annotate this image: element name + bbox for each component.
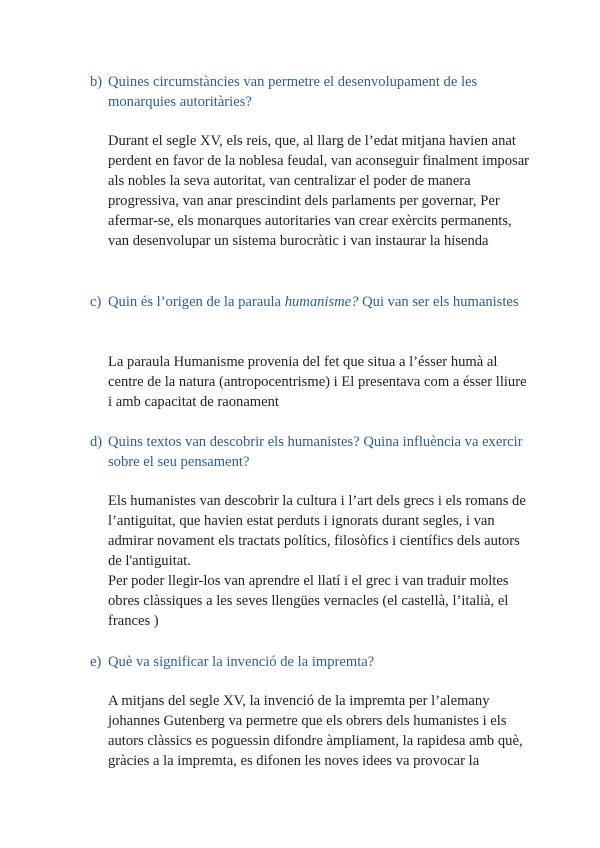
answer-paragraph: A mitjans del segle XV, la invenció de la impremta per l’alemany johannes Gutenberg va permetre que els obrers dels humanistes i els autors clàssics es poguessin difondre àmpliament, la rapidesa amb què, gràcies a la impremta, es difonen les noves idees va provocar la [108, 693, 523, 769]
answer-c [108, 352, 533, 412]
question-italic-term: humanisme? [284, 294, 359, 310]
question-text-end: Qui van ser els humanistes [358, 294, 519, 310]
answer-paragraph: Per poder llegir-los van aprendre el llatí i el grec i van traduir moltes obres clàssiques a les seves llengües vernacles (el castellà, l’italià, el frances ) [108, 573, 509, 629]
answer-paragraph: Durant el segle XV, els reis, que, al llarg de l’edat mitjana havien anat perdent en favor de la noblesa feudal, van aconseguir finalment imposar als nobles la seva autoritat, van centralizar el poder de manera progressiva, van anar prescindint dels parlaments per governar, Per afermar-se, els monarques autoritaries van crear exèrcits permanents, van desenvolupar un sistema burocràtic i van instaurar la hisenda [108, 133, 530, 249]
question-letter: e) [90, 654, 102, 670]
question-text: Quines circumstàncies van permetre el desenvolupament de les monarquies autoritàries? [108, 74, 478, 110]
question-text: Quins textos van descobrir els humanistes? Quina influència va exercir sobre el seu pensament? [108, 434, 523, 470]
answer-paragraph: La paraula Humanisme provenia del fet que situa a l’ésser humà al centre de la natura (antropocentrisme) i El presentava com a ésser lliure i amb capacitat de raonament [108, 354, 527, 410]
answer-b [108, 131, 533, 251]
answer-d [108, 491, 533, 631]
question-text-start: Quin és l’origen de la paraula [108, 294, 285, 310]
question-d [90, 432, 530, 472]
question-b [90, 72, 530, 112]
question-letter: b) [90, 74, 103, 90]
answer-paragraph: Els humanistes van descobrir la cultura i l’art dels grecs i els romans de l’antiguitat, que havien estat perduts i ignorats durant segles, i van admirar novament els tractats polítics, filosòfics i científics dels autors de l'antiguitat. [108, 493, 526, 569]
answer-e [108, 691, 533, 771]
question-e [90, 652, 530, 672]
question-letter: d) [90, 434, 103, 450]
question-c [90, 292, 530, 312]
question-text [108, 292, 530, 312]
question-text: Què va significar la invenció de la impremta? [108, 654, 375, 670]
question-letter: c) [90, 294, 102, 310]
